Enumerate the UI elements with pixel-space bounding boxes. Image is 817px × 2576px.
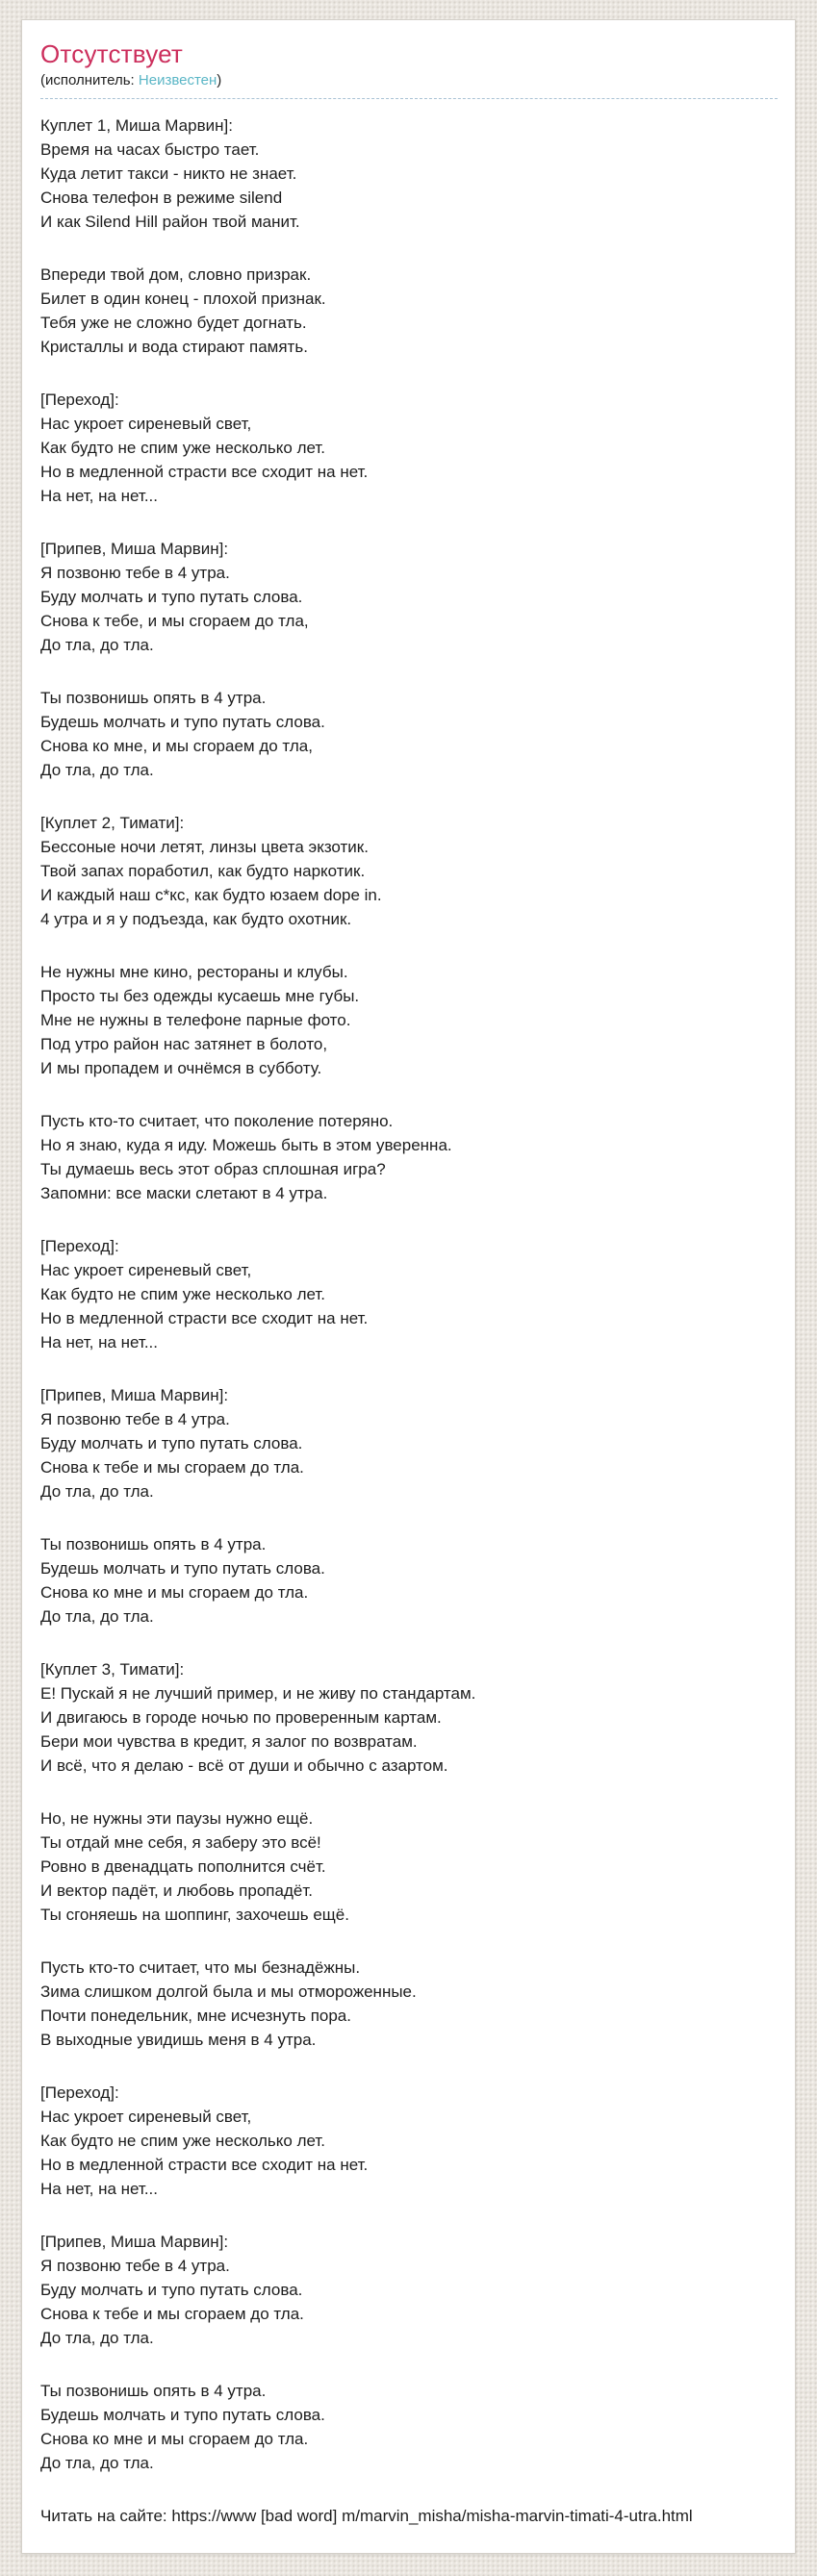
read-on-site-line: Читать на сайте: https://www [bad word] m/marvin_misha/misha-marvin-timati-4-utra.html <box>40 2507 693 2525</box>
lyrics-stanza <box>40 811 778 931</box>
lyrics-stanza <box>40 2379 778 2475</box>
lyric-line: На нет, на нет... <box>40 1333 158 1351</box>
lyric-line: Нас укроет сиреневый свет, <box>40 1261 252 1279</box>
lyric-line: Снова ко мне и мы сгораем до тла. <box>40 2430 309 2448</box>
lyric-line: 4 утра и я у подъезда, как будто охотник. <box>40 910 352 928</box>
lyrics-stanza <box>40 1806 778 1927</box>
lyric-line: [Куплет 3, Тимати]: <box>40 1660 185 1679</box>
subtitle-suffix: ) <box>217 72 222 88</box>
lyrics <box>40 114 778 2475</box>
lyric-line: И вектор падёт, и любовь пропадёт. <box>40 1881 313 1900</box>
lyric-line: Запомни: все маски слетают в 4 утра. <box>40 1184 328 1202</box>
lyric-line: Снова к тебе и мы сгораем до тла. <box>40 1458 304 1477</box>
artist-link[interactable]: Неизвестен <box>138 72 217 88</box>
lyric-line: Будешь молчать и тупо путать слова. <box>40 2406 325 2424</box>
lyric-line: Но, не нужны эти паузы нужно ещё. <box>40 1809 314 1828</box>
lyric-line: В выходные увидишь меня в 4 утра. <box>40 2031 317 2049</box>
lyric-line: [Переход]: <box>40 391 119 409</box>
lyric-line: Буду молчать и тупо путать слова. <box>40 1434 303 1452</box>
lyric-line: Куплет 1, Миша Марвин]: <box>40 116 233 135</box>
lyric-line: Снова ко мне, и мы сгораем до тла, <box>40 737 313 755</box>
lyric-line: Нас укроет сиреневый свет, <box>40 415 252 433</box>
lyric-line: Снова к тебе, и мы сгораем до тла, <box>40 612 309 630</box>
lyric-line: Ты сгоняешь на шоппинг, захочешь ещё. <box>40 1906 349 1924</box>
lyric-line: Пусть кто-то считает, что поколение потеряно. <box>40 1112 394 1130</box>
lyric-line: Будешь молчать и тупо путать слова. <box>40 1559 325 1578</box>
lyrics-stanza <box>40 1383 778 1503</box>
lyric-line: Мне не нужны в телефоне парные фото. <box>40 1011 351 1029</box>
lyrics-stanza <box>40 537 778 657</box>
lyric-line: Нас укроет сиреневый свет, <box>40 2108 252 2126</box>
lyric-line: Я позвоню тебе в 4 утра. <box>40 564 230 582</box>
lyric-line: Снова ко мне и мы сгораем до тла. <box>40 1583 309 1602</box>
lyric-line: Ты позвонишь опять в 4 утра. <box>40 1535 267 1553</box>
lyric-line: И всё, что я делаю - всё от души и обычно с азартом. <box>40 1756 448 1775</box>
lyric-line: До тла, до тла. <box>40 1607 154 1626</box>
lyrics-stanza <box>40 263 778 359</box>
lyric-line: На нет, на нет... <box>40 487 158 505</box>
lyric-line: Как будто не спим уже несколько лет. <box>40 2132 325 2150</box>
lyrics-stanza <box>40 1532 778 1629</box>
lyric-line: Я позвоню тебе в 4 утра. <box>40 2257 230 2275</box>
lyrics-stanza <box>40 2230 778 2350</box>
lyrics-stanza <box>40 1234 778 1354</box>
lyric-line: Бери мои чувства в кредит, я залог по возвратам. <box>40 1732 418 1751</box>
lyric-line: Снова телефон в режиме silend <box>40 189 283 207</box>
lyric-line: Бессоные ночи летят, линзы цвета экзотик. <box>40 838 369 856</box>
lyrics-stanza <box>40 114 778 234</box>
lyric-line: Будешь молчать и тупо путать слова. <box>40 713 325 731</box>
lyric-line: Как будто не спим уже несколько лет. <box>40 439 325 457</box>
lyric-line: Но в медленной страсти все сходит на нет. <box>40 2156 369 2174</box>
lyric-line: До тла, до тла. <box>40 1482 154 1501</box>
lyric-line: Под утро район нас затянет в болото, <box>40 1035 328 1053</box>
lyric-line: Е! Пускай я не лучший пример, и не живу по стандартам. <box>40 1684 476 1703</box>
lyric-line: Тебя уже не сложно будет догнать. <box>40 314 307 332</box>
lyric-line: Не нужны мне кино, рестораны и клубы. <box>40 963 348 981</box>
lyric-line: Ты позвонишь опять в 4 утра. <box>40 689 267 707</box>
lyric-line: Впереди твой дом, словно призрак. <box>40 265 312 284</box>
lyric-line: И как Silend Hill район твой манит. <box>40 213 300 231</box>
lyric-line: [Припев, Миша Марвин]: <box>40 2233 229 2251</box>
lyrics-stanza <box>40 1109 778 1205</box>
lyric-line: [Переход]: <box>40 1237 119 1255</box>
lyric-line: Ты позвонишь опять в 4 утра. <box>40 2382 267 2400</box>
lyric-line: Куда летит такси - никто не знает. <box>40 164 297 183</box>
lyric-line: Буду молчать и тупо путать слова. <box>40 588 303 606</box>
lyric-line: Зима слишком долгой была и мы отмороженные. <box>40 1983 417 2001</box>
lyric-line: [Припев, Миша Марвин]: <box>40 540 229 558</box>
lyrics-stanza <box>40 388 778 508</box>
lyric-line: Ты думаешь весь этот образ сплошная игра? <box>40 1160 386 1178</box>
lyric-line: Твой запах поработил, как будто наркотик. <box>40 862 366 880</box>
lyric-line: Пусть кто-то считает, что мы безнадёжны. <box>40 1958 361 1977</box>
subtitle-prefix: (исполнитель: <box>40 72 135 88</box>
lyric-line: Но я знаю, куда я иду. Можешь быть в этом уверенна. <box>40 1136 452 1154</box>
lyric-line: [Припев, Миша Марвин]: <box>40 1386 229 1404</box>
page-title: Отсутствует <box>40 39 184 68</box>
lyrics-stanza <box>40 960 778 1080</box>
lyrics-stanza <box>40 2081 778 2201</box>
lyric-line: Как будто не спим уже несколько лет. <box>40 1285 325 1303</box>
lyric-line: До тла, до тла. <box>40 2329 154 2347</box>
lyric-line: Снова к тебе и мы сгораем до тла. <box>40 2305 304 2323</box>
lyric-line: Просто ты без одежды кусаешь мне губы. <box>40 987 360 1005</box>
lyric-line: Ты отдай мне себя, я заберу это всё! <box>40 1833 321 1852</box>
lyric-line: Время на часах быстро тает. <box>40 140 260 159</box>
lyric-line: [Куплет 2, Тимати]: <box>40 814 185 832</box>
artist-subtitle <box>40 71 778 99</box>
lyrics-card <box>21 19 796 2554</box>
lyric-line: Но в медленной страсти все сходит на нет. <box>40 463 369 481</box>
lyric-line: Кристаллы и вода стирают память. <box>40 338 308 356</box>
lyric-line: И мы пропадем и очнёмся в субботу. <box>40 1059 322 1077</box>
lyric-line: До тла, до тла. <box>40 636 154 654</box>
lyric-line: До тла, до тла. <box>40 761 154 779</box>
lyric-line: Почти понедельник, мне исчезнуть пора. <box>40 2007 351 2025</box>
lyrics-stanza <box>40 1956 778 2052</box>
lyric-line: И двигаюсь в городе ночью по проверенным картам. <box>40 1708 442 1727</box>
lyric-line: До тла, до тла. <box>40 2454 154 2472</box>
lyric-line: Я позвоню тебе в 4 утра. <box>40 1410 230 1428</box>
lyric-line: На нет, на нет... <box>40 2180 158 2198</box>
lyric-line: [Переход]: <box>40 2084 119 2102</box>
lyric-line: И каждый наш с*кс, как будто юзаем dope in. <box>40 886 382 904</box>
lyric-line: Билет в один конец - плохой признак. <box>40 290 326 308</box>
lyric-line: Но в медленной страсти все сходит на нет. <box>40 1309 369 1327</box>
lyric-line: Ровно в двенадцать пополнится счёт. <box>40 1857 326 1876</box>
lyric-line: Буду молчать и тупо путать слова. <box>40 2281 303 2299</box>
lyrics-stanza <box>40 686 778 782</box>
lyrics-stanza <box>40 1657 778 1778</box>
